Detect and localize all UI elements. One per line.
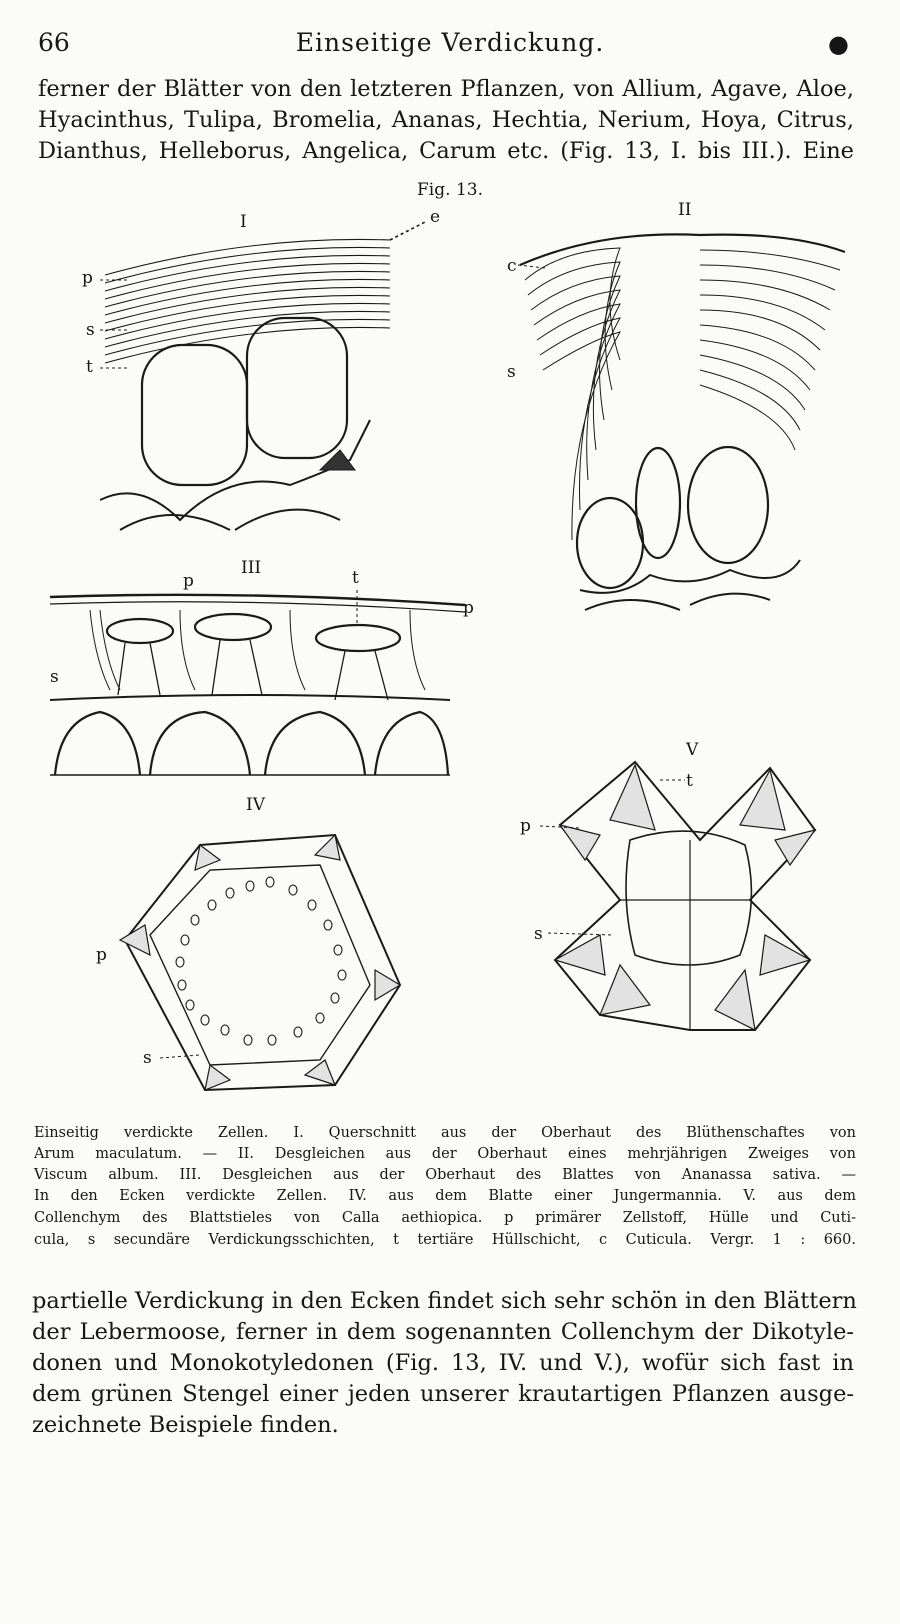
caption-line: cula, s secundäre Verdickungsschichten, t tertiäre Hüllschicht, c Cuticula. Vergr. 1 : 660. — [34, 1232, 856, 1248]
panel-i-label-t: t — [86, 357, 93, 377]
intro-line: Dianthus, Helleborus, Angelica, Carum etc. (Fig. 13, I. bis III.). Eine — [38, 138, 854, 164]
intro-line: ferner der Blätter von den letzteren Pflanzen, von Allium, Agave, Aloe, — [38, 76, 854, 102]
caption-line: Collenchym des Blattstieles von Calla aethiopica. p primärer Zellstoff, Hülle und Cuti- — [34, 1210, 856, 1226]
intro-line: Hyacinthus, Tulipa, Bromelia, Ananas, Hechtia, Nerium, Hoya, Citrus, — [38, 107, 854, 133]
panel-ii-numeral: II — [678, 200, 692, 220]
panel-i-label-e: e — [430, 207, 441, 227]
panel-v-label-p: p — [520, 816, 531, 836]
panel-ii-drawing — [520, 234, 845, 610]
panel-ii-label-s: s — [507, 362, 516, 382]
panel-i-drawing — [100, 222, 425, 530]
panel-i-numeral: I — [240, 212, 247, 232]
running-title: Einseitige Verdickung. — [295, 28, 605, 57]
panel-iii-label-s: s — [50, 667, 59, 687]
panel-v-label-s: s — [534, 924, 543, 944]
panel-v-drawing — [555, 762, 815, 1030]
panel-iii-label-p-right: p — [463, 598, 474, 618]
panel-iii-label-p: p — [183, 571, 194, 591]
panel-iv-label-s: s — [143, 1048, 152, 1068]
caption-line: Einseitig verdickte Zellen. I. Querschnitt aus der Oberhaut des Blüthenschaftes von — [34, 1125, 856, 1141]
figure-title: Fig. 13. — [417, 180, 483, 200]
panel-iv-label-p: p — [96, 945, 107, 965]
body-line: dem grünen Stengel einer jeden unserer krautartigen Pflanzen ausge- — [32, 1381, 854, 1407]
panel-v-numeral: V — [686, 740, 699, 760]
panel-ii-label-c: c — [507, 256, 517, 276]
caption-line: Arum maculatum. — II. Desgleichen aus der Oberhaut eines mehrjährigen Zweiges von — [34, 1146, 856, 1162]
body-line: zeichnete Beispiele finden. — [32, 1412, 339, 1438]
panel-i-label-s: s — [86, 320, 95, 340]
caption-line: In den Ecken verdickte Zellen. IV. aus dem Blatte einer Jungermannia. V. aus dem — [34, 1188, 856, 1204]
panel-iv-drawing — [120, 835, 400, 1090]
panel-iv-numeral: IV — [246, 795, 265, 815]
panel-iii-drawing — [50, 595, 465, 775]
body-line: partielle Verdickung in den Ecken findet sich sehr schön in den Blättern — [32, 1288, 857, 1314]
panel-i-label-p: p — [82, 268, 93, 288]
page-number: 66 — [38, 28, 70, 57]
body-line: donen und Monokotyledonen (Fig. 13, IV. und V.), wofür sich fast in — [32, 1350, 854, 1376]
panel-v-label-t: t — [686, 771, 693, 791]
panel-iii-label-t: t — [352, 568, 359, 588]
caption-line: Viscum album. III. Desgleichen aus der Oberhaut des Blattes von Ananassa sativa. — — [34, 1167, 856, 1183]
panel-iii-numeral: III — [241, 558, 262, 578]
body-line: der Lebermoose, ferner in dem sogenannten Collenchym der Dikotyle- — [32, 1319, 854, 1345]
ink-blot: ● — [828, 30, 849, 58]
